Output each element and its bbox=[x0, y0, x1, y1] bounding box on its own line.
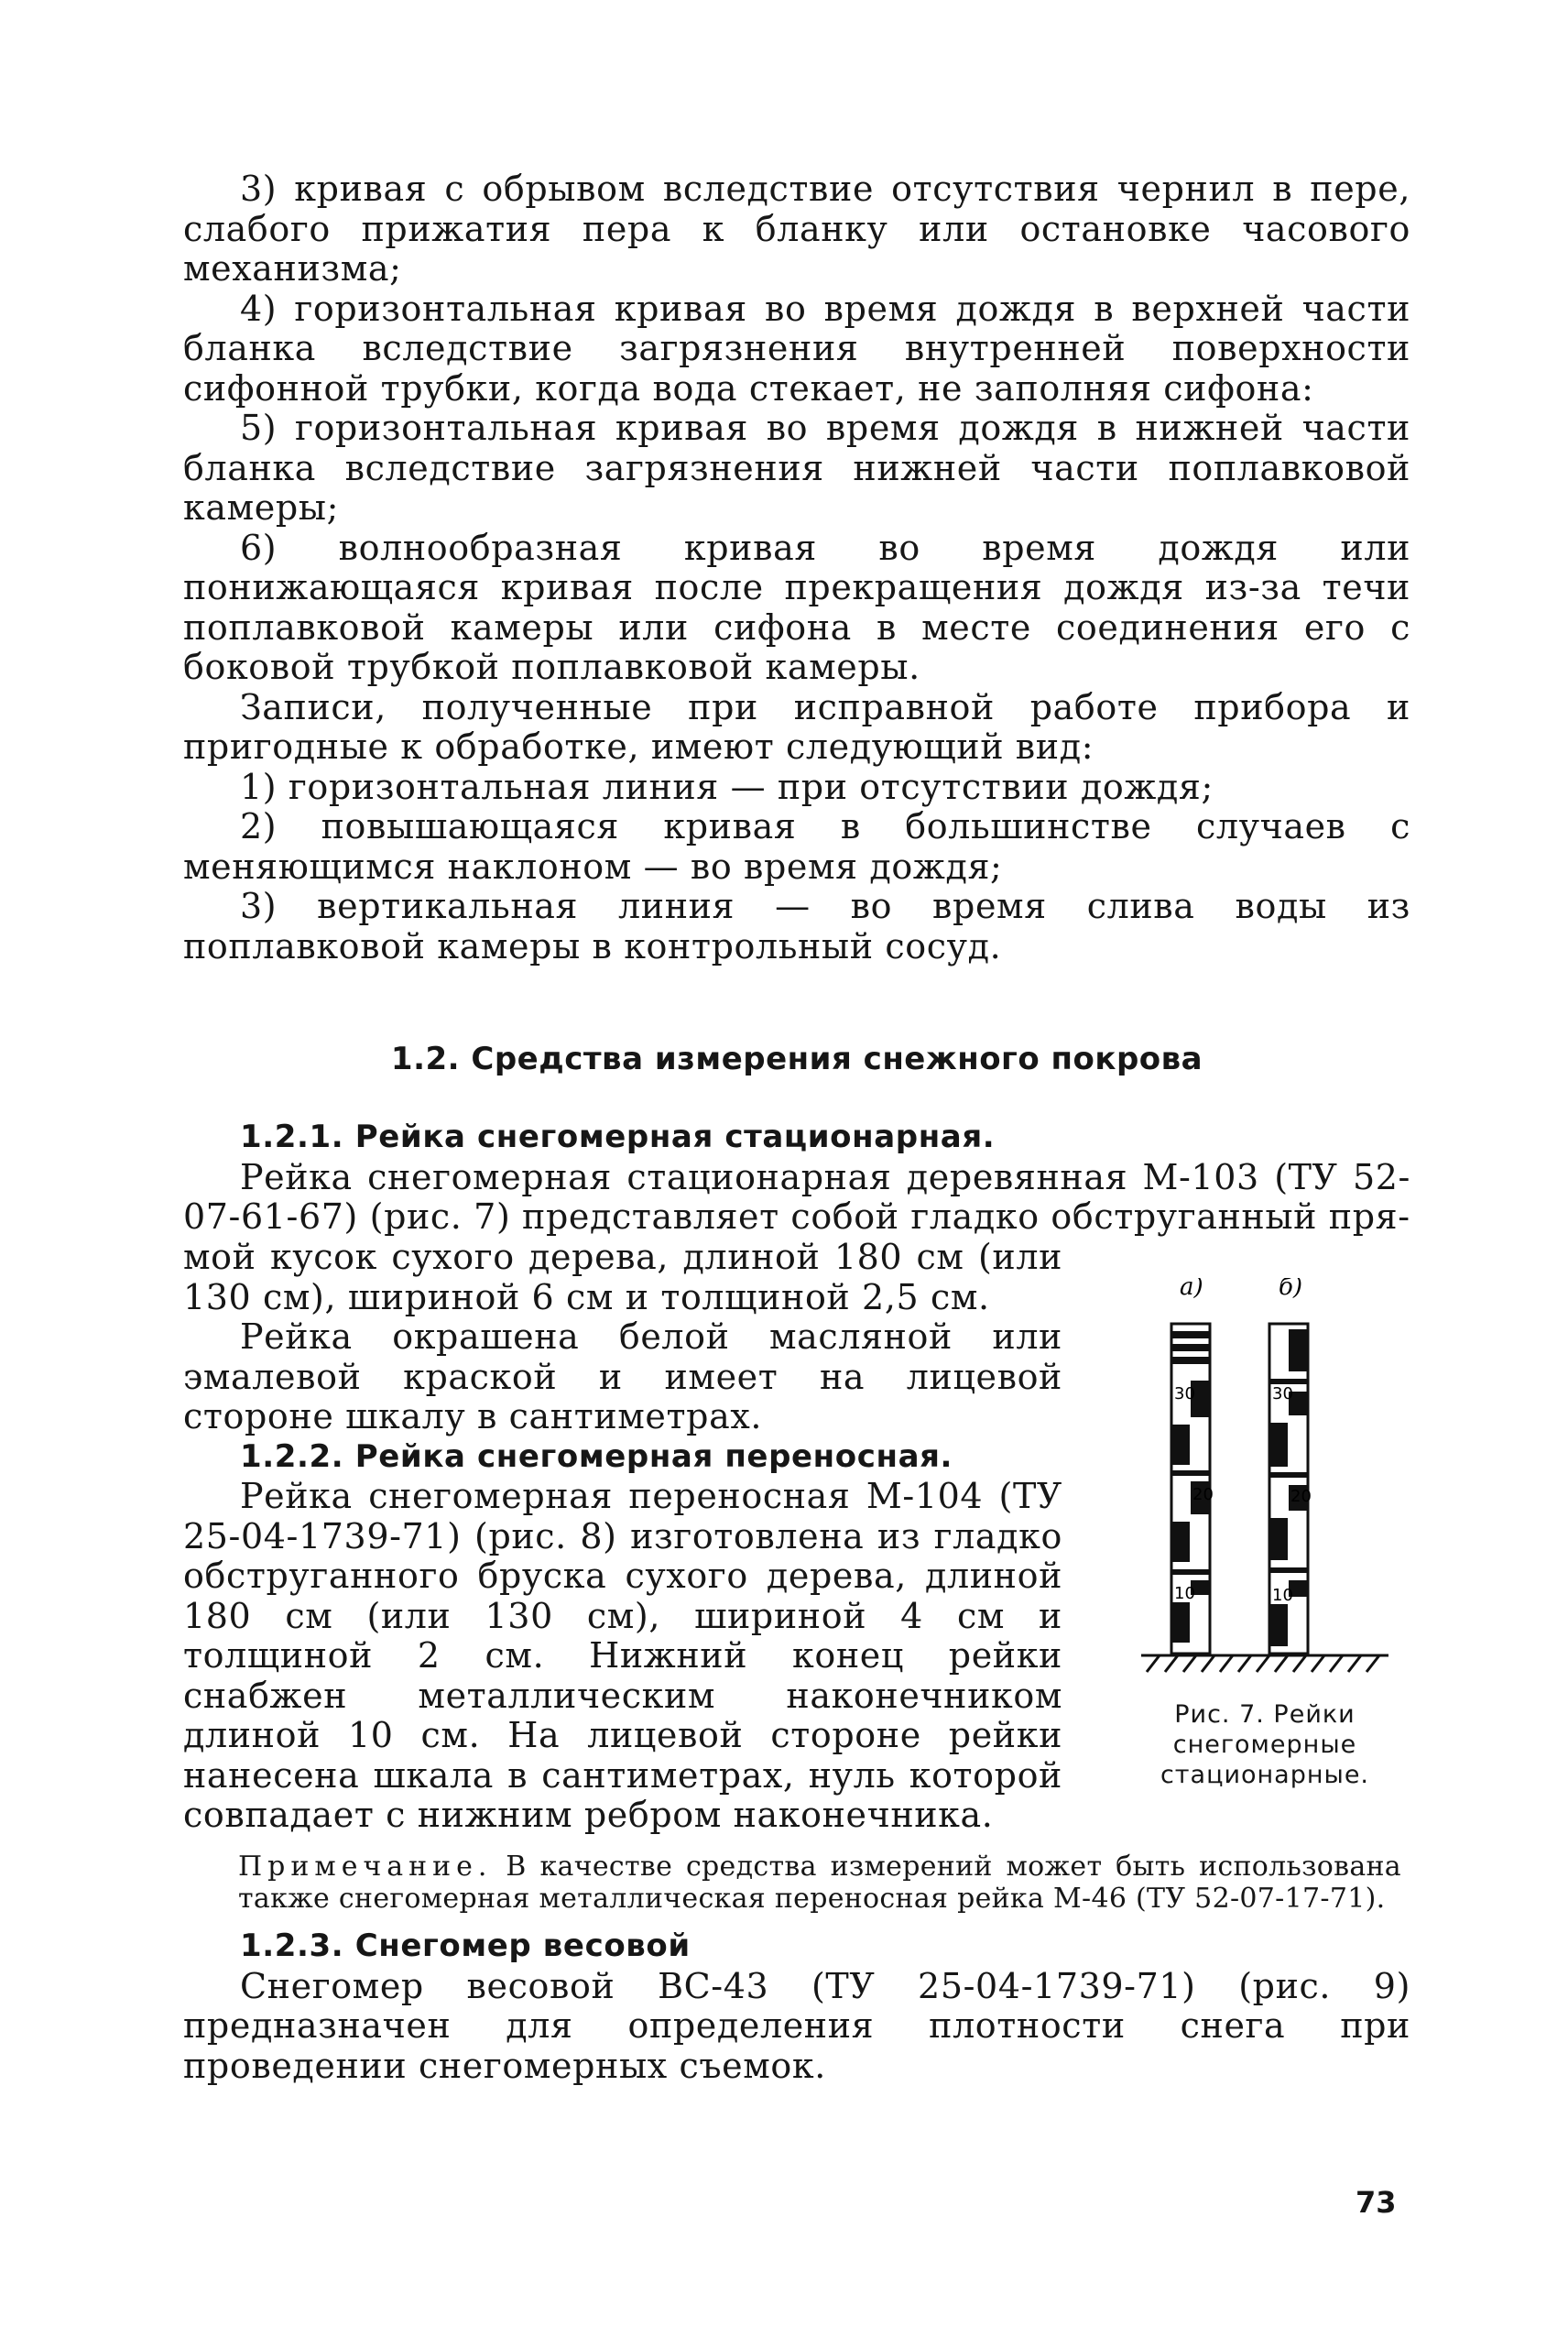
rod-a-tick-30: 30 bbox=[1174, 1384, 1195, 1403]
paragraph-item-3: 3) кривая с обрывом вследствие отсутствия чернил в пере, слабого прижатия пера к бланку или остановке часового механизма; bbox=[183, 169, 1410, 289]
rod-b-tick-30: 30 bbox=[1272, 1384, 1293, 1403]
rod-a-tick-20: 20 bbox=[1192, 1485, 1214, 1504]
figure-label-b: б) bbox=[1279, 1278, 1303, 1301]
paragraph-item-5: 5) горизонтальная кривая во время дождя в нижней части бланка вследствие загрязнения нижней части поплавковой камеры; bbox=[183, 408, 1410, 528]
subsection-1-2-3-text: Снегомер весовой ВС-43 (ТУ 25-04-1739-71) (рис. 9) предназначен для определения плотности снега при проведении снегомерных съемок. bbox=[183, 1965, 1410, 2086]
note-text: В качестве средства измерений может быть использована также снегомерная металлическая переносная рейка М-46 (ТУ 52-07-17-71). bbox=[238, 1851, 1401, 1915]
figure-7 bbox=[1095, 1278, 1434, 1791]
subsection-1-2-1-text-narrow: мой кусок сухого дерева, длиной 180 см (или 130 см), шириной 6 см и толщиной 2,5 см. bbox=[183, 1237, 1062, 1317]
snow-rod-a bbox=[1171, 1324, 1214, 1654]
rod-b-tick-10: 10 bbox=[1272, 1586, 1293, 1605]
paragraph-record-3: 3) вертикальная линия — во время слива воды из поплавковой камеры в контрольный сосуд. bbox=[183, 886, 1410, 966]
subsection-heading-1-2-3: 1.2.3. Снегомер весовой bbox=[240, 1927, 691, 1964]
figure-7-caption: Рис. 7. Рейки снегомерные стационарные. bbox=[1160, 1700, 1370, 1789]
subsection-1-2-3 bbox=[183, 1927, 1410, 2086]
snow-rod-b bbox=[1269, 1324, 1312, 1654]
subsection-heading-1-2-1: 1.2.1. Рейка снегомерная стационарная. bbox=[240, 1119, 996, 1155]
top-text bbox=[183, 169, 1410, 966]
page-number: 73 bbox=[1356, 2185, 1397, 2220]
subsection-1-2-1-paint: Рейка окрашена белой масляной или эмалевой краской и имеет на лицевой стороне шкалу в сантиметрах. bbox=[183, 1316, 1062, 1436]
note bbox=[238, 1851, 1401, 1915]
subsection-1-2-2-text: Рейка снегомерная переносная М-104 (ТУ 25-04-1739-71) (рис. 8) изготовлена из гладко обструганного бруска сухого дерева, длиной 180 см (или 130 см), шириной 4 см и толщиной 2 см. Нижний конец рейки снабжен металлическим наконечником длиной 10 см. На лицевой стороне рейки нанесена шкала в сантиметрах, нуль которой совпадает с нижним ребром наконечника. bbox=[183, 1476, 1062, 1835]
paragraph-record-1: 1) горизонтальная линия — при отсутствии дождя; bbox=[240, 766, 1214, 807]
note-label: Примечание. bbox=[238, 1851, 493, 1883]
paragraph-record-2: 2) повышающаяся кривая в большинстве случаев с меняющимся наклоном — во время дождя; bbox=[183, 806, 1410, 887]
rod-b-tick-20: 20 bbox=[1290, 1487, 1312, 1506]
subsection-1-2-1 bbox=[183, 1118, 1410, 1238]
ground-hatching bbox=[1141, 1655, 1388, 1672]
rod-a-tick-10: 10 bbox=[1174, 1584, 1195, 1603]
figure-label-a: а) bbox=[1180, 1278, 1203, 1301]
figure-7-illustration bbox=[1095, 1278, 1434, 1699]
paragraph-item-4: 4) горизонтальная кривая во время дождя в верхней части бланка вследствие загрязнения внутренней поверхности сифонной трубки, когда вода стекает, не заполняя сифона: bbox=[183, 288, 1410, 409]
subsection-heading-1-2-2: 1.2.2. Рейка снегомерная переносная. bbox=[240, 1437, 953, 1475]
subsection-1-2-1-text-full: Рейка снегомерная стационарная деревянная М-103 (ТУ 52-07-61-67) (рис. 7) представляет собой гладко обструганный пря- bbox=[183, 1156, 1410, 1237]
paragraph-records: Записи, полученные при исправной работе прибора и пригодные к обработке, имеют следующий вид: bbox=[183, 686, 1410, 767]
section-title: 1.2. Средства измерения снежного покрова bbox=[390, 1041, 1203, 1077]
paragraph-item-6: 6) волнообразная кривая во время дождя или понижающаяся кривая после прекращения дождя из-за течи поплавковой камеры или сифона в месте соединения его с боковой трубкой поплавковой камеры. bbox=[183, 527, 1410, 687]
narrow-column bbox=[183, 1238, 1062, 1836]
